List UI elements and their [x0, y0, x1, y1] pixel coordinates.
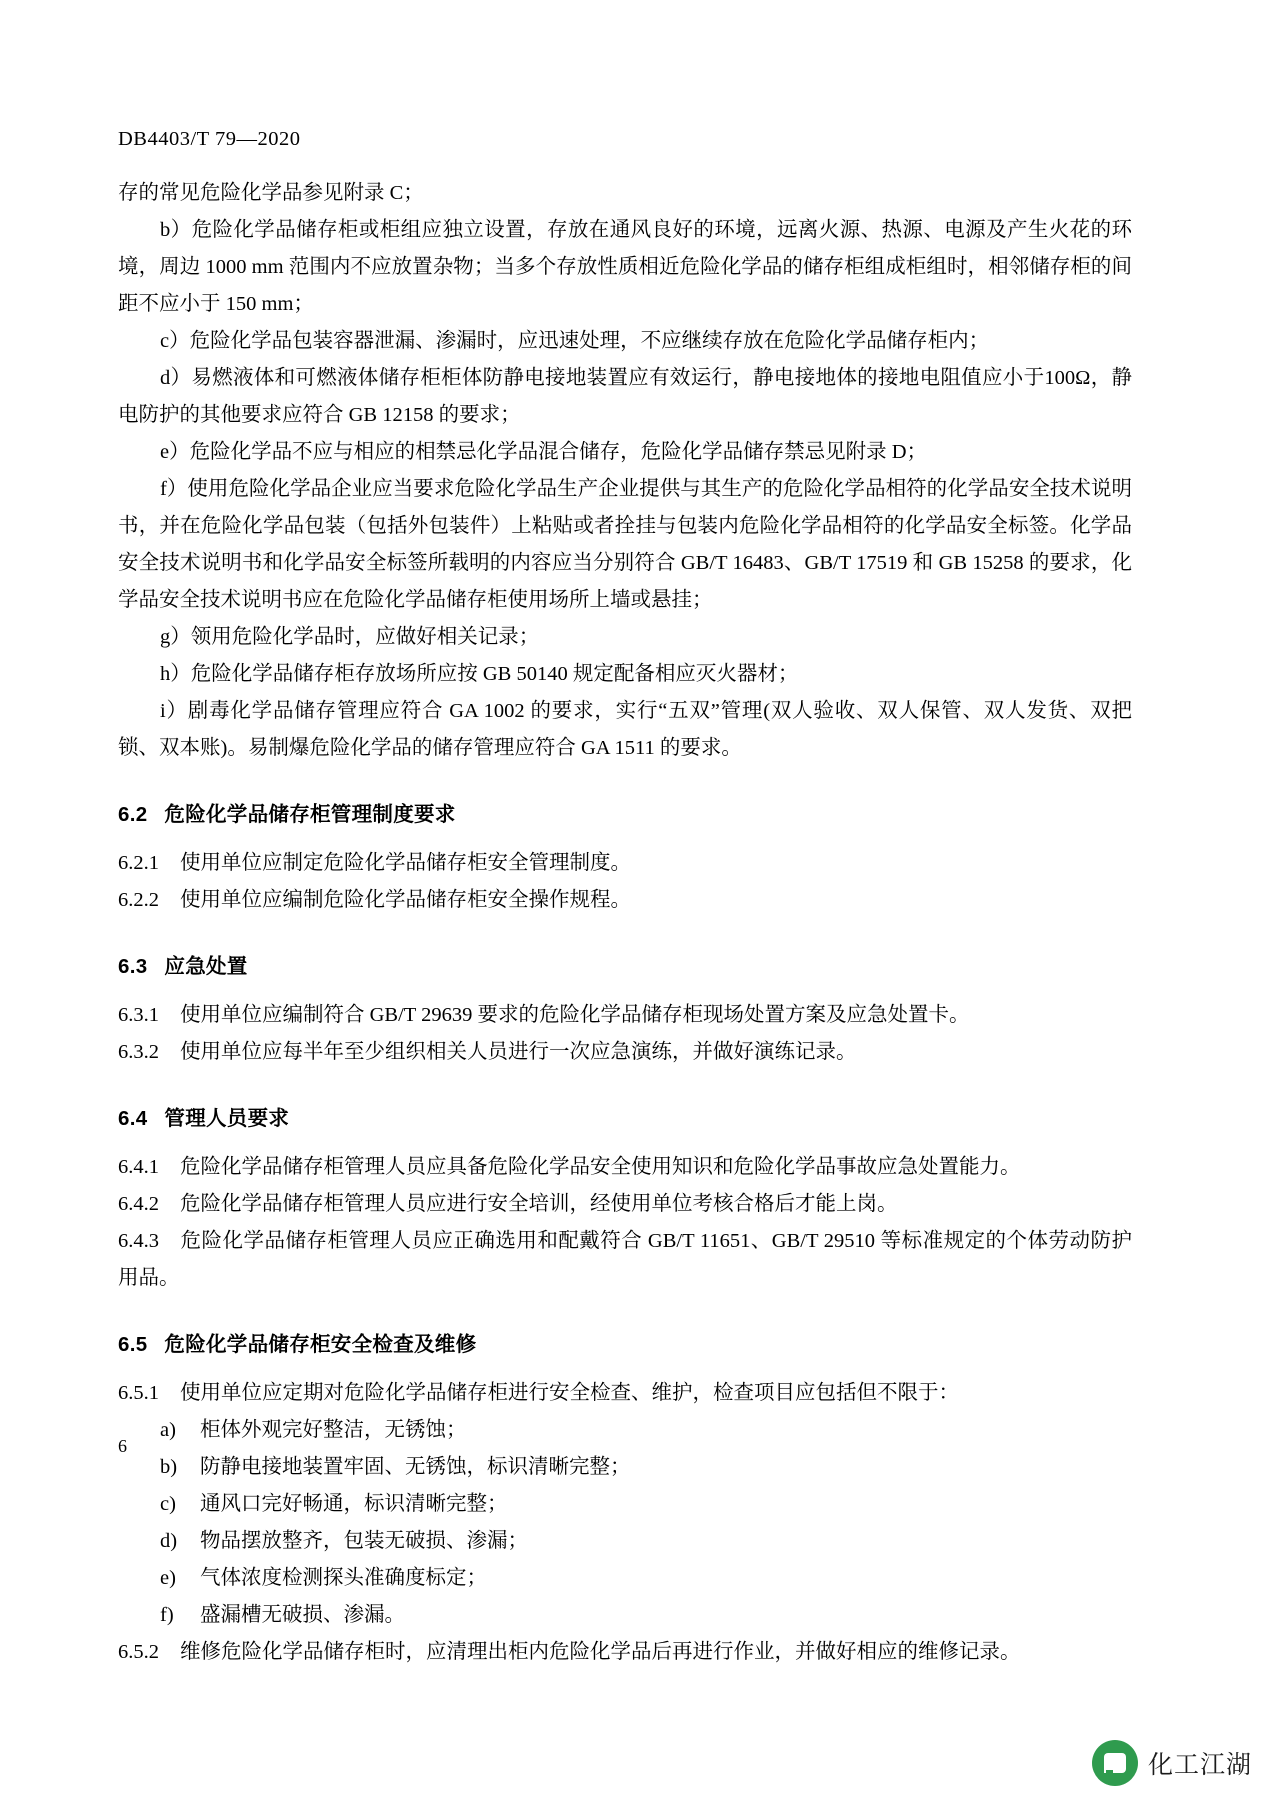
clause-6-3-1 — [118, 997, 1132, 1034]
list-item-b: b）危险化学品储存柜或柜组应独立设置，存放在通风良好的环境，远离火源、热源、电源及产生火花的环境，周边 1000 mm 范围内不应放置杂物；当多个存放性质相近危险化学品的储存柜组成柜组时，相邻储存柜的间距不应小于 150 mm； — [118, 219, 1132, 315]
watermark-label: 化工江湖 — [1147, 1751, 1252, 1779]
sublist-letter: f) — [160, 1604, 174, 1626]
wechat-account-icon — [1092, 1740, 1138, 1786]
sublist-letter: b) — [160, 1456, 178, 1478]
section-title: 危险化学品储存柜安全检查及维修 — [164, 1333, 477, 1356]
section-title: 危险化学品储存柜管理制度要求 — [164, 803, 456, 826]
sublist-item-b — [118, 1449, 1132, 1486]
clause-text: 维修危险化学品储存柜时，应清理出柜内危险化学品后再进行作业，并做好相应的维修记录。 — [180, 1641, 1021, 1663]
clause-6-2-1 — [118, 845, 1132, 882]
sublist-item-d — [118, 1523, 1132, 1560]
list-item-e: e）危险化学品不应与相应的相禁忌化学品混合储存，危险化学品储存禁忌见附录 D； — [160, 441, 928, 463]
list-item-g: g）领用危险化学品时，应做好相关记录； — [160, 626, 540, 648]
clause-number: 6.2.2 — [118, 889, 159, 911]
page-number: 6 — [118, 1436, 127, 1456]
list-item-i: i）剧毒化学品储存管理应符合 GA 1002 的要求，实行“五双”管理(双人验收、双人保管、双人发货、双把锁、双本账)。易制爆危险化学品的储存管理应符合 GA 1511 的要求。 — [118, 700, 1132, 759]
clause-6-4-1 — [118, 1149, 1132, 1186]
clause-number: 6.4.2 — [118, 1193, 159, 1215]
section-heading-6-2 — [118, 797, 1132, 827]
clause-number: 6.5.1 — [118, 1382, 159, 1404]
clause-number: 6.3.1 — [118, 1004, 159, 1026]
clause-number: 6.3.2 — [118, 1041, 159, 1063]
clause-text: 使用单位应定期对危险化学品储存柜进行安全检查、维护，检查项目应包括但不限于： — [180, 1382, 959, 1404]
clause-6-5-2 — [118, 1634, 1132, 1671]
clause-text: 危险化学品储存柜管理人员应具备危险化学品安全使用知识和危险化学品事故应急处置能力。 — [180, 1156, 1021, 1178]
section-title: 应急处置 — [164, 955, 248, 978]
clause-text: 危险化学品储存柜管理人员应正确选用和配戴符合 GB/T 11651、GB/T 29510 等标准规定的个体劳动防护用品。 — [118, 1230, 1132, 1289]
section-number: 6.4 — [118, 1107, 148, 1130]
sublist-text: 通风口完好畅通，标识清晰完整； — [200, 1493, 508, 1515]
section-title: 管理人员要求 — [164, 1107, 290, 1130]
section-heading-6-3 — [118, 949, 1132, 979]
clause-6-5-1 — [118, 1375, 1132, 1412]
document-body — [118, 175, 1132, 767]
sublist-item-e — [118, 1560, 1132, 1597]
sublist-text: 气体浓度检测探头准确度标定； — [200, 1567, 487, 1589]
sublist-text: 物品摆放整齐，包装无破损、渗漏； — [200, 1530, 528, 1552]
section-heading-6-4 — [118, 1101, 1132, 1131]
sublist-text: 柜体外观完好整洁，无锈蚀； — [200, 1419, 467, 1441]
sublist-item-a — [118, 1412, 1132, 1449]
clause-number: 6.5.2 — [118, 1641, 159, 1663]
sublist-item-c — [118, 1486, 1132, 1523]
section-number: 6.3 — [118, 955, 148, 978]
watermark — [1092, 1740, 1252, 1786]
clause-text: 使用单位应制定危险化学品储存柜安全管理制度。 — [180, 852, 631, 874]
section-number: 6.2 — [118, 803, 148, 826]
sublist-letter: e) — [160, 1567, 176, 1589]
clause-6-3-2 — [118, 1034, 1132, 1071]
continued-paragraph: 存的常见危险化学品参见附录 C； — [118, 182, 424, 204]
sublist-letter: d) — [160, 1530, 178, 1552]
clause-6-2-2 — [118, 882, 1132, 919]
clause-text: 危险化学品储存柜管理人员应进行安全培训，经使用单位考核合格后才能上岗。 — [180, 1193, 898, 1215]
clause-6-4-3 — [118, 1223, 1132, 1297]
sublist-item-f — [118, 1597, 1132, 1634]
clause-text: 使用单位应编制危险化学品储存柜安全操作规程。 — [180, 889, 631, 911]
list-item-c: c）危险化学品包装容器泄漏、渗漏时，应迅速处理，不应继续存放在危险化学品储存柜内； — [160, 330, 990, 352]
clause-text: 使用单位应编制符合 GB/T 29639 要求的危险化学品储存柜现场处置方案及应急处置卡。 — [180, 1004, 970, 1026]
clause-number: 6.2.1 — [118, 852, 159, 874]
list-item-f: f）使用危险化学品企业应当要求危险化学品生产企业提供与其生产的危险化学品相符的化学品安全技术说明书，并在危险化学品包装（包括外包装件）上粘贴或者拴挂与包装内危险化学品相符的化学品安全标签。化学品安全技术说明书和化学品安全标签所载明的内容应当分别符合 GB/T 16483、GB/T 17519 和 GB 15258 的要求，化学品安全技术说明书应在危险化学品储存柜使用场所上墙或悬挂； — [118, 478, 1132, 611]
list-item-d: d）易燃液体和可燃液体储存柜柜体防静电接地装置应有效运行，静电接地体的接地电阻值应小于100Ω，静电防护的其他要求应符合 GB 12158 的要求； — [118, 367, 1132, 426]
list-item-h: h）危险化学品储存柜存放场所应按 GB 50140 规定配备相应灭火器材； — [160, 663, 799, 685]
sublist-letter: c) — [160, 1493, 176, 1515]
clause-text: 使用单位应每半年至少组织相关人员进行一次应急演练，并做好演练记录。 — [180, 1041, 857, 1063]
sublist-text: 盛漏槽无破损、渗漏。 — [200, 1604, 405, 1626]
sublist-text: 防静电接地装置牢固、无锈蚀，标识清晰完整； — [200, 1456, 631, 1478]
clause-number: 6.4.1 — [118, 1156, 159, 1178]
clause-6-4-2 — [118, 1186, 1132, 1223]
sublist-letter: a) — [160, 1419, 176, 1441]
section-number: 6.5 — [118, 1333, 148, 1356]
section-heading-6-5 — [118, 1327, 1132, 1357]
page-header: DB4403/T 79—2020 — [118, 128, 301, 150]
clause-number: 6.4.3 — [118, 1230, 159, 1252]
